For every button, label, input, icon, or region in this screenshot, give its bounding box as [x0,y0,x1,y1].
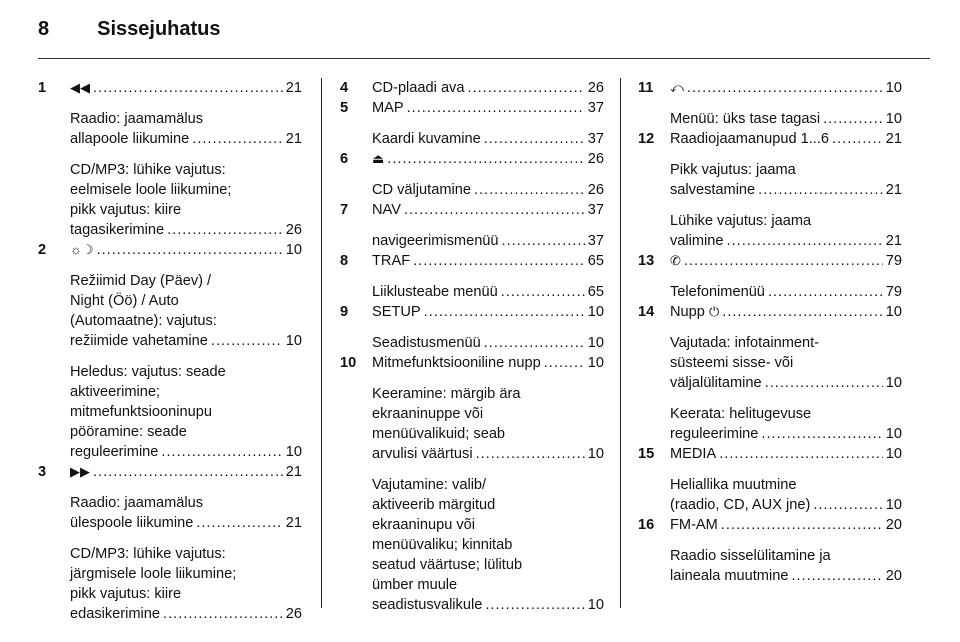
dot-leader [413,251,585,271]
entry-text: CD/MP3: lühike vajutus: [70,162,226,178]
eject-icon: ⏏ [372,151,385,166]
entry-text: Vajutamine: valib/ [372,477,487,493]
entry-text: ekraaninuppe või [372,406,484,422]
entry-label: Mitmefunktsiooniline nupp [372,355,541,371]
page-ref[interactable]: 10 [285,444,302,460]
index-entry [638,129,902,251]
entry-number: 3 [38,464,47,480]
entry-number: 13 [638,253,655,269]
entry-number: 8 [340,253,349,269]
entry-line[interactable] [670,282,902,302]
spacer [372,220,604,231]
spacer [372,464,604,475]
spacer [70,533,302,544]
entry-text: Keerata: helitugevuse [670,406,812,422]
spacer [670,535,902,546]
entry-label: SETUP [372,304,421,320]
page-ref[interactable]: 10 [885,375,902,391]
entry-text: Režiimid Day (Päev) / [70,273,212,289]
entry-text: aktiveerimine; [70,384,161,400]
entry-label: MEDIA [670,446,717,462]
entry-line[interactable] [372,231,604,251]
index-column-3 [638,78,902,586]
entry-line[interactable] [372,353,604,373]
entry-line[interactable] [670,129,902,149]
dot-leader [791,566,882,586]
spacer [670,322,902,333]
index-entry [638,251,902,302]
entry-line[interactable] [372,282,604,302]
page-ref[interactable]: 10 [885,111,902,127]
index-entry [340,302,604,353]
page-ref[interactable]: 10 [885,446,902,462]
entry-line[interactable] [70,604,302,624]
entry-line[interactable] [670,231,902,251]
entry-text: järgmisele loole liikumine; [70,566,237,582]
rewind-icon: ◀◀ [70,80,90,95]
entry-text: seatud väärtuse; lülitub [372,557,523,573]
entry-line[interactable] [70,240,302,260]
entry-label: tagasikerimine [70,222,165,238]
dot-leader [758,180,883,200]
page-number: 8 [38,18,50,40]
dot-leader [823,109,883,129]
entry-label: reguleerimine [670,426,759,442]
dot-leader [167,220,283,240]
page-ref[interactable]: 21 [285,131,302,147]
dot-leader [404,200,585,220]
entry-label: CD väljutamine [372,182,471,198]
entry-label: Liiklusteabe menüü [372,284,498,300]
page-ref[interactable]: 10 [587,446,604,462]
page-ref[interactable]: 10 [885,426,902,442]
page-ref[interactable]: 20 [885,568,902,584]
dot-leader [502,231,585,251]
page-ref[interactable]: 21 [885,131,902,147]
entry-line[interactable] [372,251,604,271]
column-divider [321,78,322,608]
spacer [372,373,604,384]
entry-label: valimine [670,233,724,249]
page-ref[interactable]: 21 [885,233,902,249]
entry-number: 9 [340,304,349,320]
entry-text: Vajutada: infotainment- [670,335,820,351]
entry-text: Lühike vajutus: jaama [670,213,812,229]
entry-line[interactable] [70,513,302,533]
entry-line[interactable] [372,129,604,149]
fast-forward-icon: ▶▶ [70,464,90,479]
entry-line[interactable] [70,462,302,482]
page-ref[interactable]: 26 [587,80,604,96]
entry-number: 10 [340,355,357,371]
entry-text: menüüvaliku; kinnitab [372,537,513,553]
dot-leader [93,78,283,98]
entry-line[interactable] [70,442,302,462]
index-entry [340,149,604,200]
entry-line[interactable] [372,595,604,615]
entry-text: ümber muule [372,577,458,593]
page-ref[interactable]: 10 [587,304,604,320]
entry-label: NAV [372,202,401,218]
entry-text: ekraaninupu või [372,517,476,533]
entry-label: reguleerimine [70,444,159,460]
dot-leader [768,282,883,302]
dot-leader [484,333,585,353]
index-entry [638,515,902,586]
spacer [670,271,902,282]
dot-leader [192,129,283,149]
index-entry [38,240,302,462]
dot-leader [501,282,585,302]
entry-label: Seadistusmenüü [372,335,481,351]
entry-label: Raadiojaamanupud 1...6 [670,131,830,147]
entry-line[interactable] [70,220,302,240]
dot-leader [684,251,883,271]
page-ref[interactable]: 10 [885,80,902,96]
index-entry [340,353,604,615]
page-ref[interactable]: 26 [285,222,302,238]
dot-leader [687,78,883,98]
entry-text: Heledus: vajutus: seade [70,364,226,380]
index-entry [638,78,902,129]
entry-line[interactable] [670,251,902,271]
page-title: Sissejuhatus [97,18,221,40]
page-ref[interactable]: 10 [885,304,902,320]
entry-text: aktiveerib märgitud [372,497,496,513]
entry-label: Nupp [670,304,705,320]
spacer [670,393,902,404]
spacer [70,149,302,160]
index-entry [638,302,902,444]
entry-label: Telefonimenüü [670,284,765,300]
page-ref[interactable]: 21 [285,80,302,96]
entry-label: väljalülitamine [670,375,762,391]
entry-line[interactable] [372,444,604,464]
index-entry [340,98,604,149]
entry-number: 7 [340,202,349,218]
page-ref[interactable]: 26 [587,182,604,198]
dot-leader [765,373,883,393]
entry-text: Raadio: jaamamälus [70,495,204,511]
page-header [38,18,221,41]
entry-number: 14 [638,304,655,320]
page-ref[interactable]: 10 [285,333,302,349]
spacer [372,322,604,333]
entry-label: salvestamine [670,182,756,198]
entry-label: FM-AM [670,517,718,533]
entry-line[interactable] [670,180,902,200]
entry-line[interactable] [670,109,902,129]
entry-label: MAP [372,100,404,116]
entry-number: 4 [340,80,349,96]
page-ref[interactable]: 10 [587,597,604,613]
index-column-1 [38,78,302,624]
dot-leader [467,78,584,98]
dot-leader [161,442,282,462]
page-ref[interactable]: 21 [885,182,902,198]
page-ref[interactable]: 10 [885,497,902,513]
entry-label: navigeerimismenüü [372,233,499,249]
index-entry [340,78,604,98]
spacer [70,260,302,271]
entry-number: 16 [638,517,655,533]
entry-text: CD/MP3: lühike vajutus: [70,546,226,562]
dot-leader [722,302,883,322]
spacer [670,149,902,160]
entry-number: 1 [38,80,47,96]
dot-leader [407,98,585,118]
entry-number: 2 [38,242,47,258]
entry-line[interactable] [670,515,902,535]
dot-leader [832,129,883,149]
entry-text: pööramine: seade [70,424,187,440]
dot-leader [761,424,882,444]
entry-text: Raadio: jaamamälus [70,111,204,127]
entry-line[interactable] [70,331,302,351]
entry-number: 15 [638,446,655,462]
page-ref[interactable]: 65 [587,284,604,300]
page-ref[interactable]: 37 [587,202,604,218]
entry-text: mitmefunktsiooninupu [70,404,212,420]
entry-line[interactable] [372,78,604,98]
entry-label: Menüü: üks tase tagasi [670,111,821,127]
entry-label: seadistusvalikule [372,597,483,613]
dot-leader [727,231,883,251]
entry-line[interactable] [670,566,902,586]
entry-label: allapoole liikumine [70,131,190,147]
entry-line[interactable] [670,444,902,464]
entry-label: (raadio, CD, AUX jne) [670,497,811,513]
entry-label: TRAF [372,253,411,269]
page-ref[interactable]: 37 [587,100,604,116]
entry-line[interactable] [372,180,604,200]
dot-leader [484,129,585,149]
entry-label: ülespoole liikumine [70,515,194,531]
page-ref[interactable]: 37 [587,131,604,147]
page-ref[interactable]: 10 [587,355,604,371]
page-ref[interactable]: 20 [885,517,902,533]
index-entry [638,444,902,515]
spacer [670,98,902,109]
dot-leader [93,462,283,482]
entry-text: Pikk vajutus: jaama [670,162,796,178]
spacer [70,98,302,109]
entry-line[interactable] [372,149,604,169]
page-ref[interactable]: 26 [587,151,604,167]
entry-line[interactable] [372,200,604,220]
dot-leader [476,444,585,464]
index-entry [340,251,604,302]
entry-line[interactable] [70,129,302,149]
entry-label: režiimide vahetamine [70,333,208,349]
day-night-icon: ☼☽ [70,242,94,257]
index-entry [38,462,302,624]
entry-number: 12 [638,131,655,147]
entry-text: süsteemi sisse- või [670,355,794,371]
entry-text: pikk vajutus: kiire [70,586,182,602]
page-ref[interactable]: 21 [285,464,302,480]
spacer [670,464,902,475]
entry-text: menüüvalikuid; seab [372,426,506,442]
dot-leader [474,180,585,200]
entry-line[interactable] [70,78,302,98]
entry-line[interactable] [372,302,604,322]
entry-line[interactable] [372,98,604,118]
column-divider [620,78,621,608]
entry-line[interactable] [670,78,902,98]
phone-icon: ✆ [670,253,681,268]
dot-leader [813,495,882,515]
entry-line[interactable] [372,333,604,353]
entry-text: Night (Öö) / Auto [70,293,179,309]
dot-leader [163,604,283,624]
entry-number: 11 [638,80,654,96]
dot-leader [97,240,283,260]
entry-text: Raadio sisselülitamine ja [670,548,831,564]
dot-leader [424,302,585,322]
power-icon: ⏻ [708,304,720,319]
entry-label: CD-plaadi ava [372,80,465,96]
dot-leader [196,513,282,533]
entry-line[interactable] [670,424,902,444]
page-ref[interactable]: 26 [285,606,302,622]
spacer [70,351,302,362]
entry-text: pikk vajutus: kiire [70,202,182,218]
spacer [372,169,604,180]
entry-number: 5 [340,100,349,116]
entry-text: Heliallika muutmine [670,477,797,493]
entry-label: laineala muutmine [670,568,789,584]
dot-leader [387,149,584,169]
page-ref[interactable]: 21 [285,515,302,531]
dot-leader [485,595,584,615]
page-ref[interactable]: 37 [587,233,604,249]
entry-line[interactable] [670,302,902,322]
spacer [372,118,604,129]
entry-text: (Automaatne): vajutus: [70,313,217,329]
entry-label: edasikerimine [70,606,161,622]
entry-text: Keeramine: märgib ära [372,386,521,402]
index-entry [340,200,604,251]
entry-line[interactable] [670,495,902,515]
entry-label: arvulisi väärtusi [372,446,473,462]
page-ref[interactable]: 10 [285,242,302,258]
dot-leader [719,444,883,464]
index-entry [38,78,302,240]
spacer [70,482,302,493]
header-rule [38,58,930,59]
page-ref[interactable]: 79 [885,284,902,300]
page-ref[interactable]: 79 [885,253,902,269]
page-ref[interactable]: 65 [587,253,604,269]
dot-leader [544,353,585,373]
page-ref[interactable]: 10 [587,335,604,351]
entry-number: 6 [340,151,349,167]
dot-leader [211,331,283,351]
entry-text: eelmisele loole liikumine; [70,182,232,198]
dot-leader [721,515,883,535]
index-column-2 [340,78,604,615]
entry-line[interactable] [670,373,902,393]
spacer [670,200,902,211]
spacer [372,271,604,282]
back-arrow-icon: ⤺ [670,80,684,95]
entry-label: Kaardi kuvamine [372,131,481,147]
